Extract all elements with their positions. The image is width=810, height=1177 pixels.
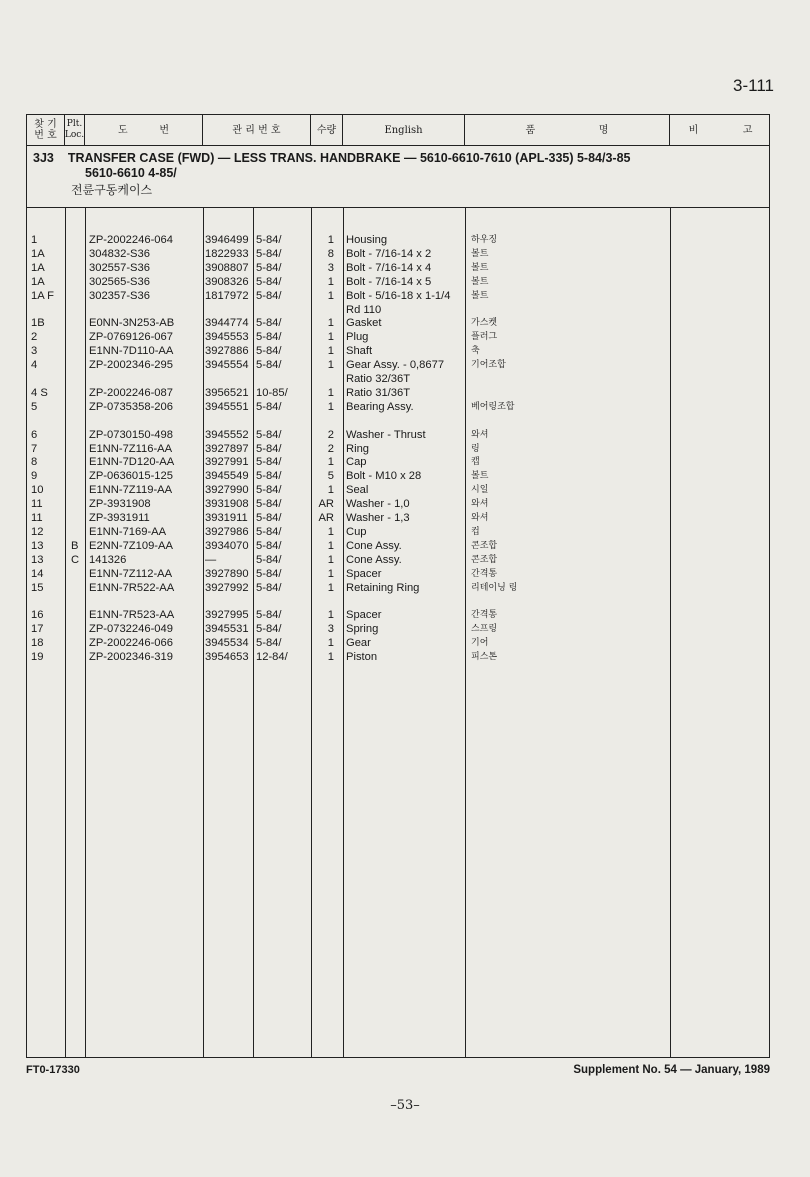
table-row <box>27 303 769 317</box>
cell-kor: 링 <box>471 443 480 454</box>
cell-part: ZP-2002246-066 <box>89 637 173 650</box>
cell-qty: 2 <box>327 428 334 441</box>
table-row <box>27 636 769 650</box>
cell-date: 5-84/ <box>256 456 282 469</box>
cell-idx: 1 <box>31 234 38 246</box>
cell-eng: Spacer <box>346 567 382 580</box>
section-title-text: TRANSFER CASE (FWD) — LESS TRANS. HANDBRAKE — 5610-6610-7610 (APL-335) 5-84/3-85 <box>67 151 631 165</box>
cell-mgmt: 3927990 <box>205 484 249 497</box>
cell-idx: 7 <box>31 442 38 455</box>
cell-eng: Bolt - M10 x 28 <box>346 470 422 483</box>
cell-kor: 피스톤 <box>471 652 498 662</box>
cell-qty: 1 <box>327 609 334 622</box>
cell-qty: 8 <box>327 247 334 260</box>
cell-idx: 16 <box>31 609 44 622</box>
page-label: –53– <box>390 1098 420 1113</box>
cell-mgmt: 3944774 <box>205 317 249 330</box>
table-row <box>27 553 769 567</box>
header-index: 찾 기 번 호 <box>27 115 65 145</box>
cell-part: E1NN-7169-AA <box>89 525 167 538</box>
cell-eng: Bolt - 7/16-14 x 5 <box>346 275 432 288</box>
cell-mgmt: 3945553 <box>205 331 249 344</box>
table-row <box>27 525 769 539</box>
cell-qty: 1 <box>327 331 334 344</box>
cell-mgmt: — <box>205 553 217 566</box>
cell-kor: 축 <box>471 346 480 357</box>
cell-eng: Bolt - 7/16-14 x 2 <box>346 247 432 260</box>
cell-idx: 18 <box>31 637 44 650</box>
cell-date: 5-84/ <box>256 275 282 288</box>
table-row <box>27 233 769 247</box>
cell-date: 5-84/ <box>256 359 282 372</box>
cell-kor: 간격통 <box>471 568 498 579</box>
cell-idx: 15 <box>31 581 44 594</box>
cell-idx: 11 <box>31 512 43 524</box>
cell-part: E1NN-7R523-AA <box>89 609 175 622</box>
cell-mgmt: 3945554 <box>205 359 249 372</box>
cell-part: 304832-S36 <box>89 247 150 260</box>
cell-qty: 1 <box>327 386 334 399</box>
cell-qty: 1 <box>327 567 334 580</box>
cell-mgmt: 3945531 <box>205 623 249 636</box>
table-header <box>27 115 769 146</box>
header-korean: 품 명 <box>465 115 670 145</box>
cell-qty: 1 <box>327 456 334 469</box>
table-row <box>27 581 769 595</box>
cell-idx: 1A <box>31 261 45 274</box>
cell-mgmt: 3945549 <box>205 470 249 483</box>
table-row <box>27 442 769 456</box>
cell-idx: 12 <box>31 525 44 538</box>
cell-part: E1NN-7D120-AA <box>89 456 175 469</box>
cell-mgmt: 3927995 <box>205 609 249 622</box>
header-loc: Plt. Loc. <box>65 115 85 145</box>
table-row <box>27 316 769 330</box>
cell-date: 5-84/ <box>256 247 282 260</box>
table-row <box>27 386 769 400</box>
cell-idx: 8 <box>31 456 38 469</box>
cell-eng: Washer - 1,0 <box>346 498 410 511</box>
cell-part: E0NN-3N253-AB <box>89 317 175 330</box>
cell-qty: AR <box>318 498 334 511</box>
cell-kor: 시일 <box>471 485 489 496</box>
cell-part: E2NN-7Z109-AA <box>89 539 173 552</box>
cell-qty: AR <box>318 512 334 524</box>
cell-kor: 스프링 <box>471 624 498 635</box>
cell-eng: Seal <box>346 484 369 497</box>
cell-date: 5-84/ <box>256 470 282 483</box>
cell-part: ZP-2002346-295 <box>89 359 173 372</box>
cell-qty: 3 <box>327 623 334 636</box>
table-row <box>27 428 769 442</box>
cell-kor: 캡 <box>471 457 480 468</box>
cell-eng: Spring <box>346 623 379 636</box>
cell-eng: Cone Assy. <box>346 539 402 552</box>
cell-eng: Gasket <box>346 317 382 330</box>
cell-mgmt: 3946499 <box>205 234 249 246</box>
cell-kor: 와셔 <box>471 513 489 523</box>
table-row <box>27 358 769 372</box>
table-row <box>27 511 769 525</box>
table-row <box>27 497 769 511</box>
cell-qty: 1 <box>327 317 334 330</box>
cell-idx: 11 <box>31 498 43 511</box>
cell-part: E1NN-7R522-AA <box>89 581 175 594</box>
cell-qty: 1 <box>327 651 334 663</box>
cell-idx: 13 <box>31 553 44 566</box>
cell-mgmt: 3931911 <box>205 512 248 524</box>
cell-mgmt: 1822933 <box>205 247 249 260</box>
cell-date: 5-84/ <box>256 289 282 302</box>
cell-qty: 1 <box>327 275 334 288</box>
cell-idx: 1A <box>31 275 45 288</box>
cell-idx: 14 <box>31 567 44 580</box>
cell-loc: B <box>71 539 79 552</box>
cell-part: 302557-S36 <box>89 261 150 274</box>
cell-mgmt: 3945551 <box>205 400 249 413</box>
cell-mgmt: 3945552 <box>205 428 249 441</box>
cell-kor: 하우징 <box>471 235 498 245</box>
cell-kor: 볼트 <box>471 262 489 273</box>
cell-mgmt: 3908807 <box>205 261 249 274</box>
header-remarks: 비 고 <box>688 124 753 136</box>
cell-qty: 1 <box>327 289 334 302</box>
cell-kor: 와셔 <box>471 429 489 440</box>
header-qty: 수량 <box>311 115 343 145</box>
cell-idx: 2 <box>31 331 38 344</box>
cell-eng: Housing <box>346 234 388 246</box>
header-drawing: 도 번 <box>85 115 203 145</box>
cell-eng: Bolt - 7/16-14 x 4 <box>346 261 432 274</box>
cell-mgmt: 3945534 <box>205 637 249 650</box>
cell-part: ZP-0636015-125 <box>89 470 173 483</box>
cell-part: ZP-0735358-206 <box>89 400 173 413</box>
table-row <box>27 344 769 358</box>
cell-kor: 와셔 <box>471 499 489 510</box>
cell-mgmt: 1817972 <box>205 289 249 302</box>
table-row <box>27 650 769 664</box>
cell-eng: Ratio 31/36T <box>346 386 411 399</box>
header-mgmt: 관 리 번 호 <box>203 115 311 145</box>
cell-qty: 1 <box>327 359 334 372</box>
cell-part: ZP-2002246-064 <box>89 234 173 246</box>
table-row <box>27 608 769 622</box>
cell-part: 302357-S36 <box>89 289 150 302</box>
cell-eng: Gear <box>346 637 371 650</box>
cell-eng: Ring <box>346 442 370 455</box>
cell-eng: Piston <box>346 651 378 663</box>
doc-code: FT0-17330 <box>26 1064 80 1076</box>
cell-kor: 컵 <box>471 526 480 537</box>
cell-kor: 콘조합 <box>471 554 498 565</box>
cell-part: ZP-0730150-498 <box>89 428 173 441</box>
supplement-note: Supplement No. 54 — January, 1989 <box>573 1064 770 1076</box>
cell-mgmt: 3927992 <box>205 581 249 594</box>
section-korean-title: 전륜구동케이스 <box>71 183 153 197</box>
cell-part: 302565-S36 <box>89 275 150 288</box>
cell-idx: 5 <box>31 400 38 413</box>
cell-kor: 볼트 <box>471 471 489 482</box>
cell-kor: 콘조합 <box>471 540 498 551</box>
cell-idx: 1A <box>31 247 45 260</box>
cell-idx: 9 <box>31 470 38 483</box>
cell-kor: 볼트 <box>471 276 489 287</box>
cell-eng: Bearing Assy. <box>346 400 414 413</box>
cell-eng: Spacer <box>346 609 382 622</box>
cell-date: 12-84/ <box>256 651 288 663</box>
cell-qty: 1 <box>327 484 334 497</box>
cell-date: 5-84/ <box>256 331 282 344</box>
cell-part: E1NN-7D110-AA <box>89 345 174 358</box>
cell-eng: Retaining Ring <box>346 581 420 594</box>
cell-eng: Cup <box>346 525 367 538</box>
cell-qty: 1 <box>327 525 334 538</box>
cell-kor: 볼트 <box>471 290 489 301</box>
table-row <box>27 539 769 553</box>
cell-eng: Plug <box>346 331 369 344</box>
cell-date: 5-84/ <box>256 442 282 455</box>
cell-part: ZP-2002246-087 <box>89 386 173 399</box>
section-code: 3J3 <box>33 151 54 165</box>
cell-date: 5-84/ <box>256 400 282 413</box>
table-row <box>27 455 769 469</box>
cell-mgmt: 3908326 <box>205 275 249 288</box>
cell-qty: 5 <box>327 470 334 483</box>
cell-idx: 1B <box>31 317 45 330</box>
cell-part: ZP-0732246-049 <box>89 623 173 636</box>
cell-date: 5-84/ <box>256 581 282 594</box>
cell-eng: Bolt - 5/16-18 x 1-1/4 <box>346 289 451 302</box>
cell-date: 5-84/ <box>256 317 282 330</box>
section-subtitle: 5610-6610 4-85/ <box>85 166 177 180</box>
cell-idx: 4 <box>31 359 38 372</box>
cell-eng: Washer - Thrust <box>346 428 426 441</box>
cell-idx: 1A F <box>31 289 55 302</box>
cell-date: 10-85/ <box>256 386 288 399</box>
cell-mgmt: 3927991 <box>205 456 249 469</box>
cell-part: ZP-3931911 <box>89 512 150 524</box>
cell-kor: 기어 <box>471 638 489 649</box>
cell-idx: 17 <box>31 623 44 636</box>
cell-mgmt: 3927890 <box>205 567 249 580</box>
cell-eng: Washer - 1,3 <box>346 512 410 524</box>
cell-date: 5-84/ <box>256 525 282 538</box>
cell-date: 5-84/ <box>256 498 282 511</box>
cell-qty: 1 <box>327 345 334 358</box>
cell-kor: 기어조합 <box>471 360 506 371</box>
cell-date: 5-84/ <box>256 484 282 497</box>
table-row <box>27 622 769 636</box>
cell-qty: 3 <box>327 261 334 274</box>
cell-qty: 1 <box>327 637 334 650</box>
table-row <box>27 261 769 275</box>
cell-idx: 4 S <box>31 386 48 399</box>
cell-qty: 1 <box>327 553 334 566</box>
cell-date: 5-84/ <box>256 637 282 650</box>
cell-mgmt: 3927986 <box>205 525 249 538</box>
cell-part: ZP-2002346-319 <box>89 651 173 663</box>
cell-kor: 가스켓 <box>471 318 498 329</box>
table-row <box>27 483 769 497</box>
cell-date: 5-84/ <box>256 553 282 566</box>
cell-date: 5-84/ <box>256 567 282 580</box>
cell-part: E1NN-7Z119-AA <box>89 484 173 497</box>
cell-idx: 19 <box>31 651 44 663</box>
cell-eng: Cone Assy. <box>346 553 402 566</box>
cell-part: ZP-3931908 <box>89 498 151 511</box>
cell-kor: 베어링조합 <box>471 401 515 412</box>
cell-loc: C <box>71 553 80 566</box>
cell-eng: Cap <box>346 456 367 469</box>
cell-mgmt: 3927897 <box>205 442 249 455</box>
cell-part: 141326 <box>89 553 127 566</box>
cell-qty: 2 <box>327 442 334 455</box>
table-row <box>27 567 769 581</box>
table-row <box>27 372 769 386</box>
parts-table <box>26 114 770 1058</box>
cell-idx: 10 <box>31 484 44 497</box>
cell-qty: 1 <box>327 400 334 413</box>
cell-date: 5-84/ <box>256 428 282 441</box>
cell-date: 5-84/ <box>256 609 282 622</box>
cell-mgmt: 3954653 <box>205 651 249 663</box>
cell-mgmt: 3956521 <box>205 386 249 399</box>
cell-idx: 6 <box>31 428 38 441</box>
cell-mgmt: 3927886 <box>205 345 249 358</box>
table-row <box>27 330 769 344</box>
cell-eng: Gear Assy. - 0,8677 <box>346 359 445 372</box>
cell-part: E1NN-7Z116-AA <box>89 442 173 455</box>
section-title <box>33 151 631 165</box>
table-row <box>27 247 769 261</box>
cell-kor: 간격통 <box>471 610 498 621</box>
table-row <box>27 469 769 483</box>
cell-mgmt: 3934070 <box>205 539 249 552</box>
table-row <box>27 275 769 289</box>
cell-qty: 1 <box>327 539 334 552</box>
cell-idx: 13 <box>31 539 44 552</box>
cell-eng: Rd 110 <box>346 303 382 316</box>
cell-eng: Ratio 32/36T <box>346 373 411 385</box>
cell-part: E1NN-7Z112-AA <box>89 567 173 580</box>
cell-qty: 1 <box>327 234 334 246</box>
table-row <box>27 400 769 414</box>
section-title-block <box>27 145 769 208</box>
cell-kor: 플러그 <box>471 332 498 343</box>
cell-date: 5-84/ <box>256 623 282 636</box>
cell-idx: 3 <box>31 345 38 358</box>
cell-eng: Shaft <box>346 345 373 358</box>
cell-kor: 볼트 <box>471 248 489 259</box>
page-number: 3-111 <box>733 76 774 95</box>
cell-date: 5-84/ <box>256 345 282 358</box>
cell-date: 5-84/ <box>256 539 282 552</box>
cell-part: ZP-0769126-067 <box>89 331 173 344</box>
table-row <box>27 289 769 303</box>
cell-date: 5-84/ <box>256 234 282 246</box>
cell-kor: 리테이닝 링 <box>471 582 518 593</box>
header-english: English <box>343 115 465 145</box>
cell-date: 5-84/ <box>256 261 282 274</box>
cell-qty: 1 <box>327 581 334 594</box>
cell-date: 5-84/ <box>256 512 282 524</box>
cell-mgmt: 3931908 <box>205 498 249 511</box>
